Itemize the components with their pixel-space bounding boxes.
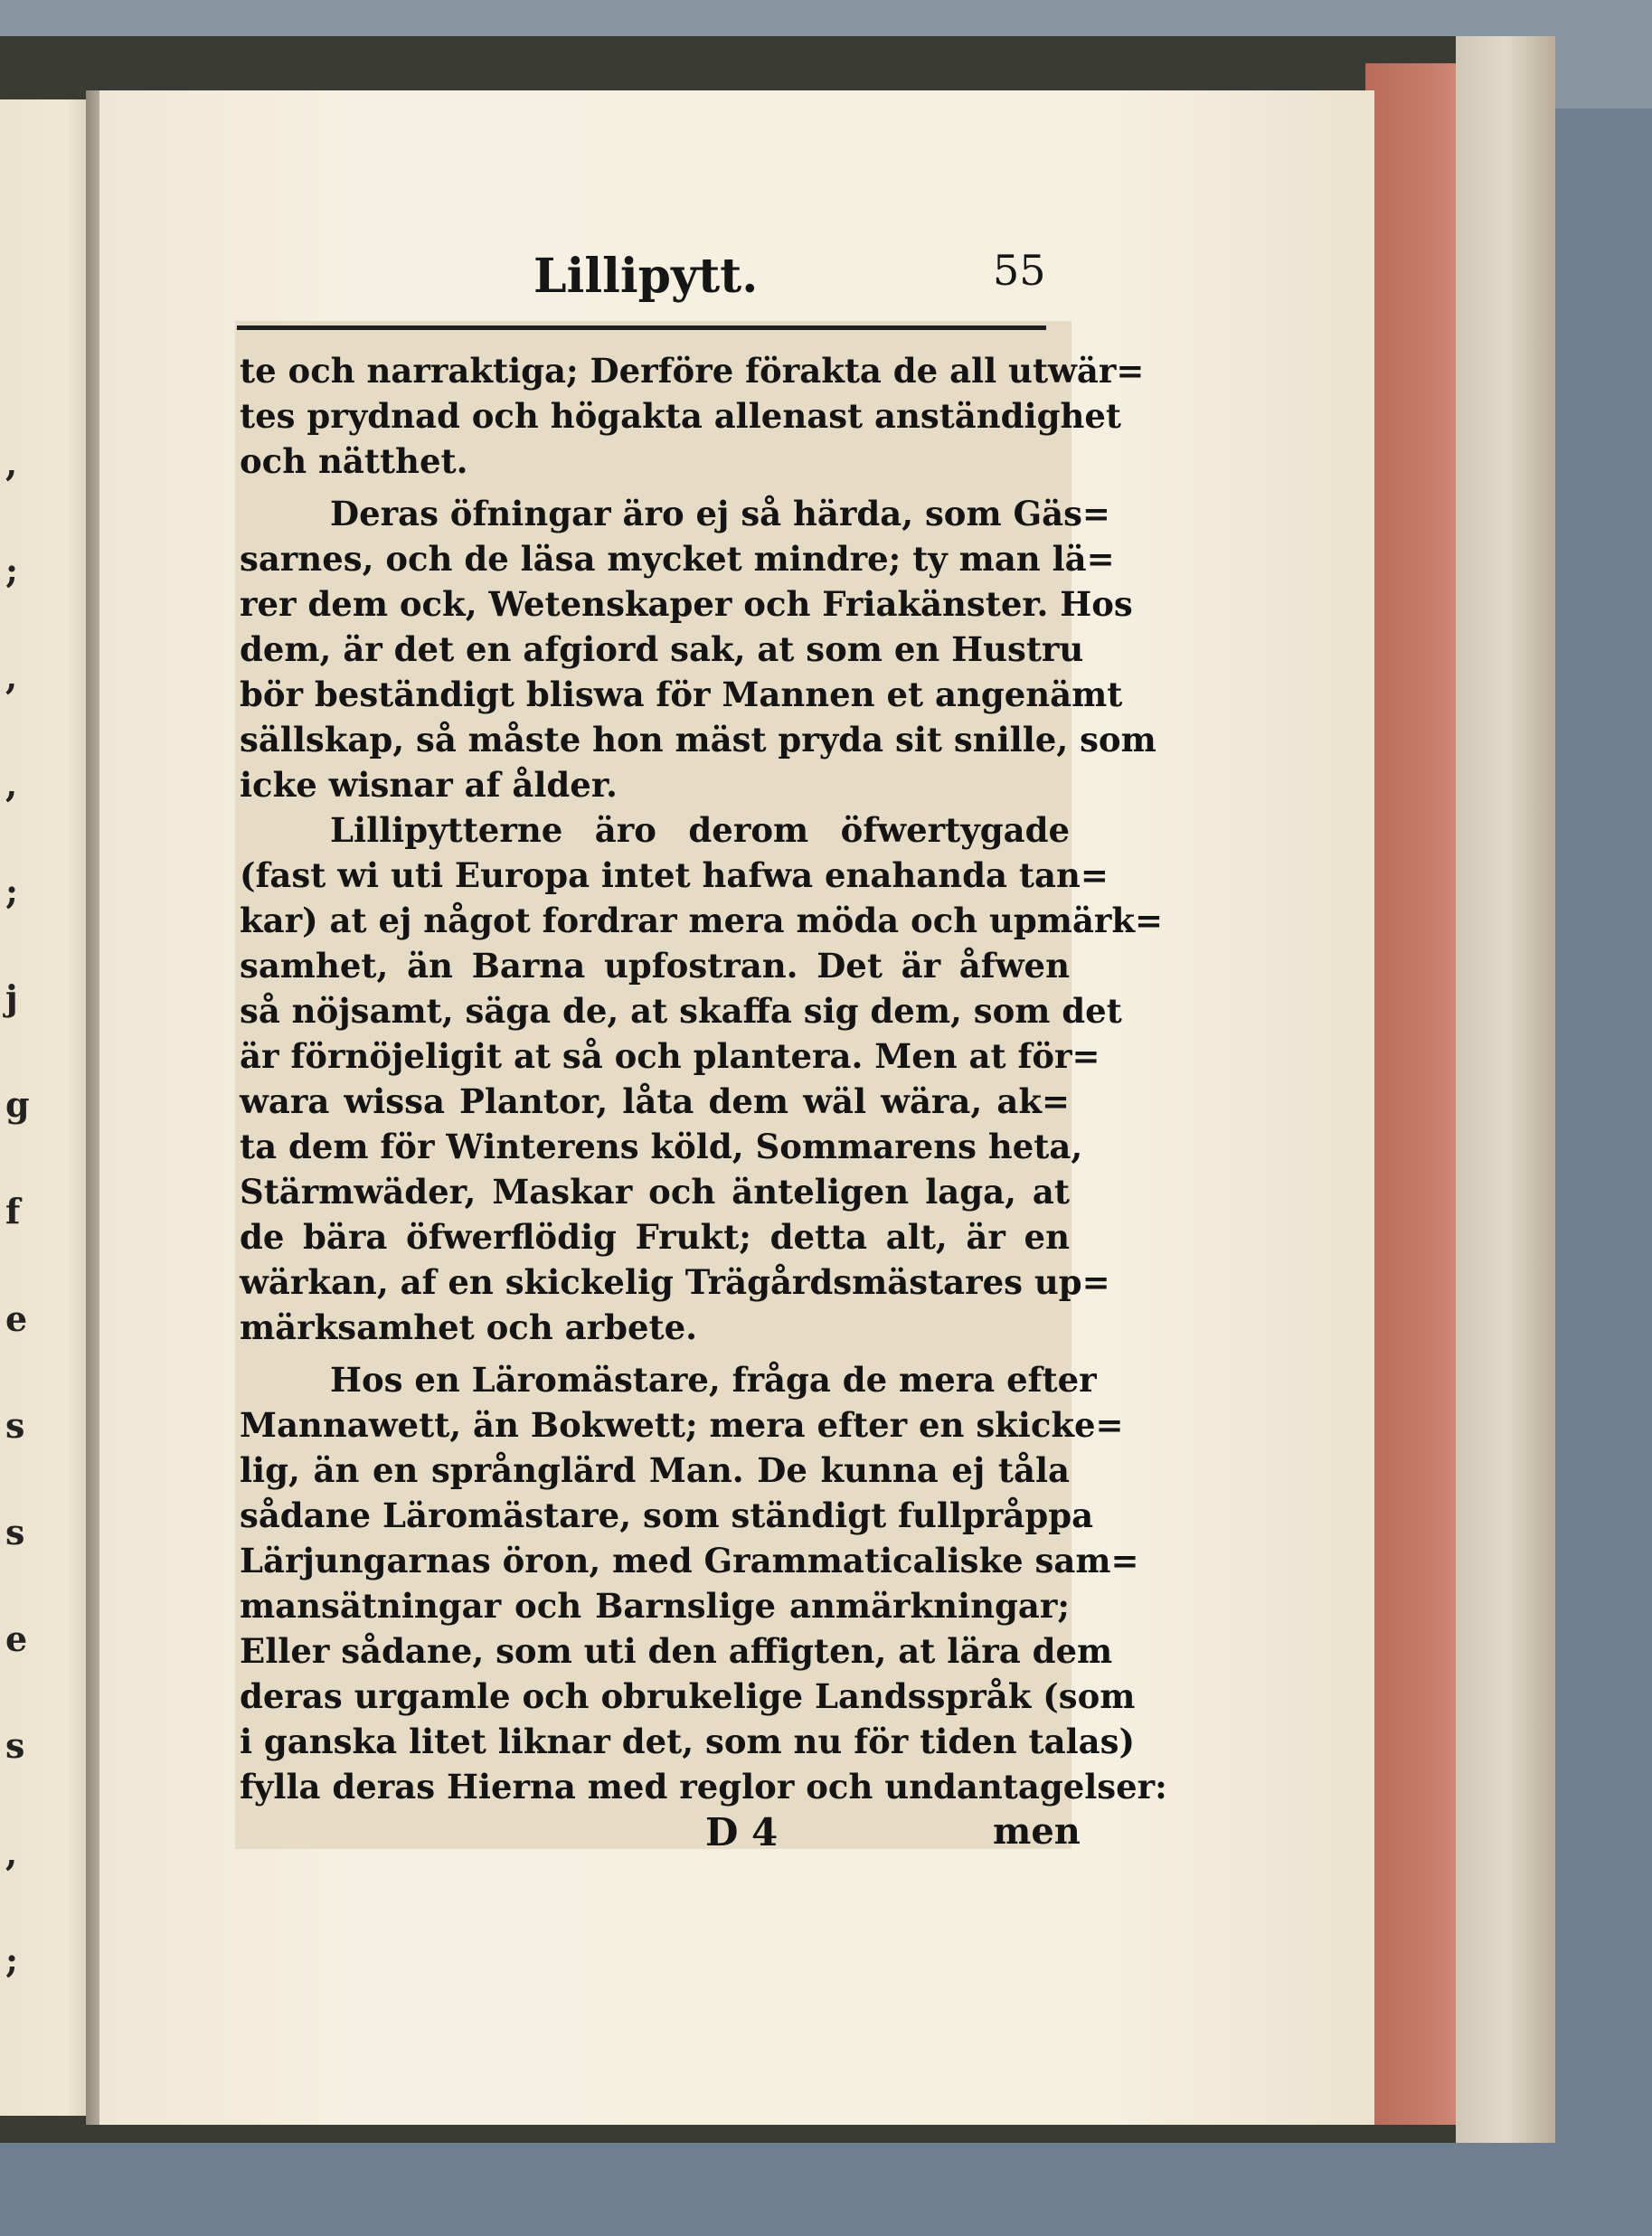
text-line: rer dem ock, Wetenskaper och Friakänster. Hos: [240, 584, 1133, 624]
text-line: Eller sådane, som uti den affigten, at lära dem: [240, 1631, 1113, 1671]
left-page-line-end: s: [5, 1404, 25, 1446]
text-line: samhet, än Barna upfostran. Det är åfwen: [240, 946, 1070, 986]
text-line: Stärmwäder, Maskar och änteligen laga, at: [240, 1172, 1070, 1212]
left-page-line-end: ;: [5, 1939, 19, 1980]
text-line: (fast wi uti Europa intet hafwa enahanda tan=: [240, 855, 1109, 895]
text-line: bör beständigt bliswa för Mannen et angenämt: [240, 675, 1123, 714]
page-number: 55: [993, 246, 1046, 295]
text-line: de bära öfwerflödig Frukt; detta alt, är en: [240, 1217, 1070, 1257]
text-line: wara wissa Plantor, låta dem wäl wära, ak=: [240, 1081, 1070, 1121]
left-page-line-end: ;: [5, 870, 19, 911]
text-line: kar) at ej något fordrar mera möda och upmärk=: [240, 901, 1164, 940]
text-line: Deras öfningar äro ej så härda, som Gäs=: [330, 494, 1110, 533]
left-page-line-end: ,: [5, 1832, 18, 1873]
text-line: Mannawett, än Bokwett; mera efter en skicke=: [240, 1405, 1124, 1445]
left-page-line-end: f: [5, 1191, 21, 1232]
left-page-line-end: s: [5, 1725, 25, 1767]
text-line: märksamhet och arbete.: [240, 1307, 698, 1347]
text-line: deras urgamle och obrukelige Landsspråk (som: [240, 1676, 1136, 1716]
text-line: så nöjsamt, säga de, at skaffa sig dem, som det: [240, 991, 1122, 1031]
left-page-line-end: g: [5, 1084, 30, 1126]
text-line: Lärjungarnas öron, med Grammaticaliske sam=: [240, 1541, 1139, 1580]
left-page-line-end: e: [5, 1297, 28, 1339]
left-page-line-end: ,: [5, 443, 18, 484]
text-line: ta dem för Winterens köld, Sommarens heta,: [240, 1127, 1083, 1166]
text-line: wärkan, af en skickelig Trägårdsmästares up=: [240, 1262, 1110, 1302]
text-line: lig, än en språnglärd Man. De kunna ej tåla: [240, 1450, 1070, 1490]
text-line: Lillipytterne äro derom öfwertygade: [330, 810, 1070, 850]
text-line: te och narraktiga; Derföre förakta de all utwär=: [240, 351, 1145, 391]
left-page: [0, 99, 95, 2116]
signature-mark: D 4: [705, 1810, 779, 1854]
text-line: sarnes, och de läsa mycket mindre; ty man lä=: [240, 539, 1115, 579]
book-cover-edge: [1456, 36, 1555, 2143]
left-page-line-end: e: [5, 1618, 28, 1660]
left-page-line-end: ,: [5, 763, 18, 805]
text-line: Hos en Läromästare, fråga de mera efter: [330, 1360, 1097, 1400]
left-page-line-end: j: [5, 977, 18, 1019]
text-line: och nätthet.: [240, 441, 468, 481]
text-line: sådane Läromästare, som ständigt fullpråppa: [240, 1495, 1094, 1535]
text-line: i ganska litet liknar det, som nu för tiden talas): [240, 1722, 1135, 1761]
text-line: mansätningar och Barnslige anmärkningar;: [240, 1586, 1070, 1626]
left-page-line-end: s: [5, 1512, 25, 1553]
head-rule: [237, 325, 1046, 330]
text-line: dem, är det en afgiord sak, at som en Hustru: [240, 629, 1084, 669]
text-line: icke wisnar af ålder.: [240, 765, 618, 805]
left-page-line-ends: [5, 443, 33, 1980]
text-line: tes prydnad och högakta allenast anständighet: [240, 396, 1122, 436]
left-page-line-end: ,: [5, 656, 18, 698]
text-line: är förnöjeligit at så och plantera. Men at för=: [240, 1036, 1100, 1076]
body-text: [240, 348, 1167, 1809]
left-page-line-end: ;: [5, 550, 19, 591]
text-line: fylla deras Hierna med reglor och undantagelser:: [240, 1767, 1167, 1807]
catchword: men: [993, 1810, 1081, 1853]
running-head: Lillipytt.: [533, 249, 759, 304]
text-line: sällskap, så måste hon mäst pryda sit snille, som: [240, 720, 1156, 759]
